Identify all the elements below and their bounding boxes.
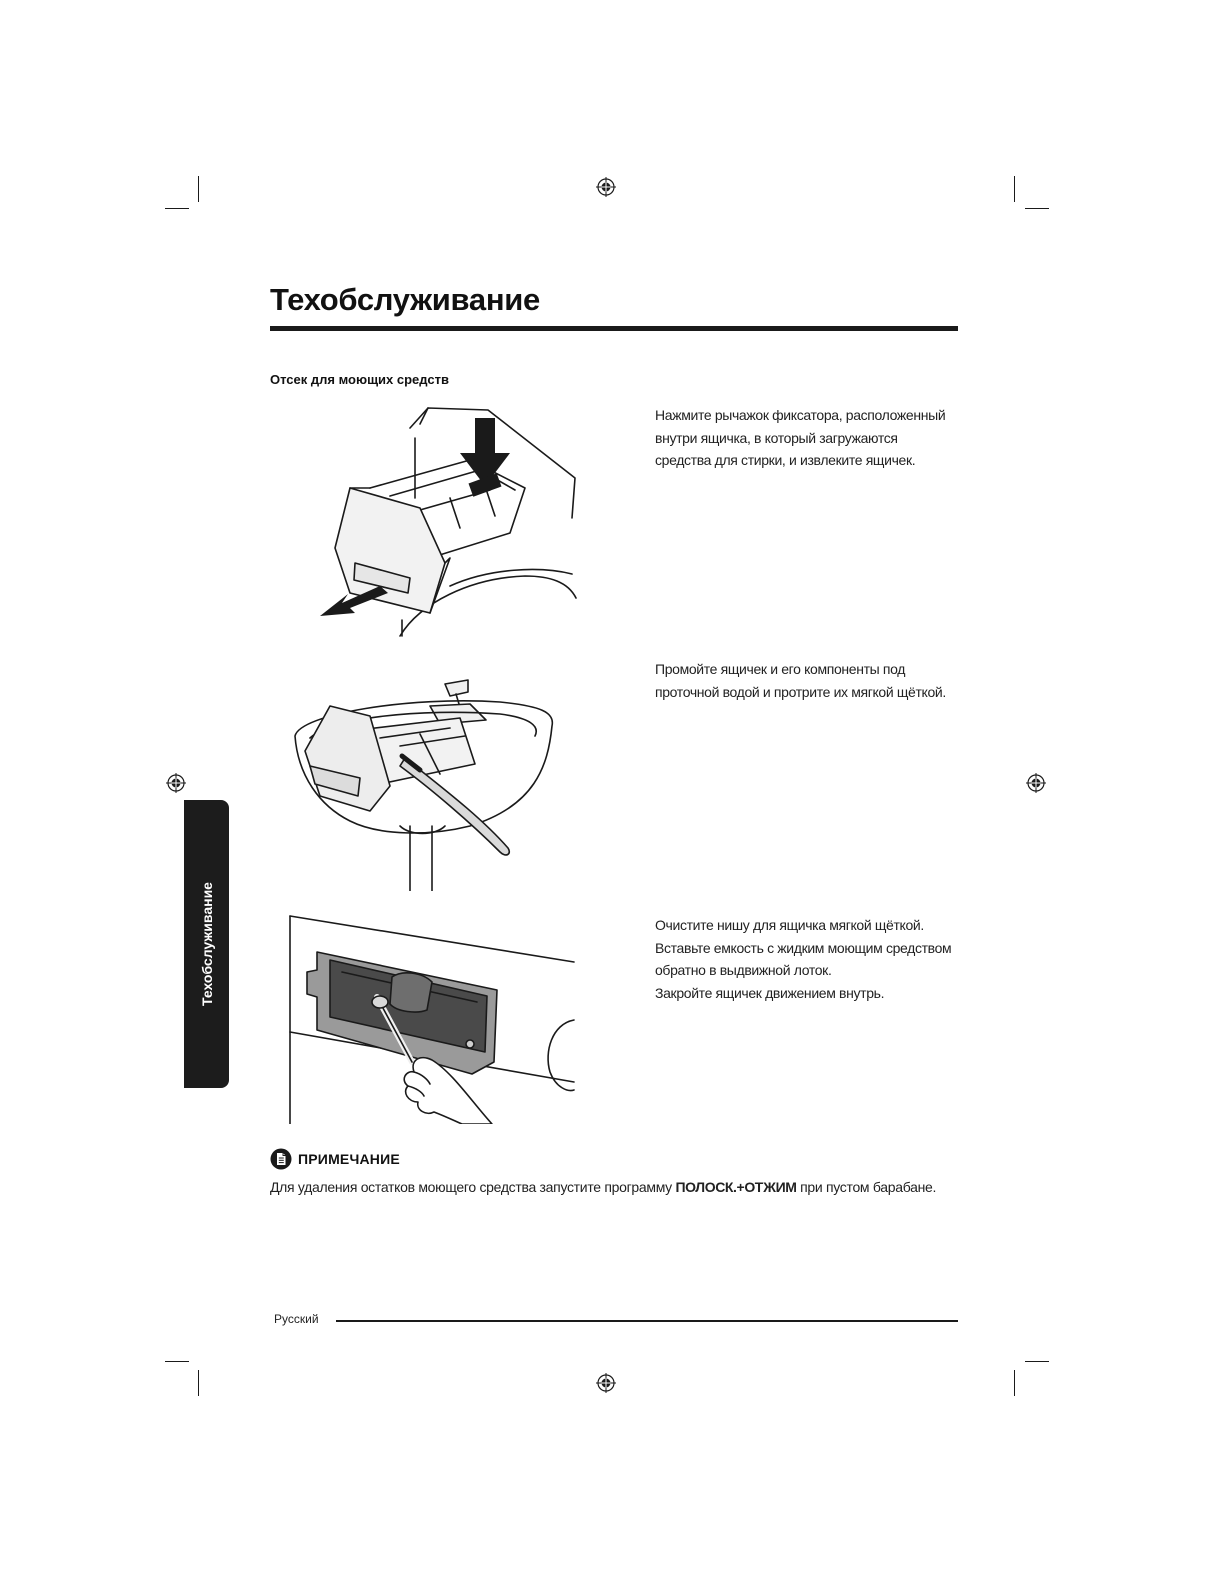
crop-mark-bottom-right-h <box>1025 1361 1049 1362</box>
footer-rule <box>336 1320 958 1322</box>
note-title: ПРИМЕЧАНИЕ <box>298 1151 400 1167</box>
crop-mark-bottom-left-h <box>165 1361 189 1362</box>
step-2-line: проточной водой и протрите их мягкой щёткой. <box>655 683 946 700</box>
step-1-line: внутри ящичка, в который загружаются <box>655 429 898 446</box>
side-tab <box>184 800 229 1088</box>
crop-mark-top-right-v <box>1014 176 1015 202</box>
note-text <box>270 1176 970 1198</box>
step-3-line: Очистите нишу для ящичка мягкой щёткой. <box>655 917 924 933</box>
registration-mark-icon <box>596 1373 616 1393</box>
registration-mark-icon <box>1026 773 1046 793</box>
step-2-line: Промойте ящичек и его компоненты под <box>655 661 906 677</box>
registration-mark-icon <box>166 773 186 793</box>
page-title: Техобслуживание <box>270 282 540 317</box>
step-1-line: средства для стирки, и извлеките ящичек. <box>655 452 916 468</box>
recess-cleaning-illustration <box>282 912 578 1124</box>
note-program-name: ПОЛОСК.+ОТЖИМ <box>675 1179 797 1195</box>
step-3-line: Закройте ящичек движением внутрь. <box>655 984 885 1001</box>
crop-mark-bottom-right-v <box>1014 1370 1015 1396</box>
crop-mark-top-left-h <box>165 208 189 209</box>
side-tab-label: Техобслуживание <box>198 882 215 1006</box>
step-3-text <box>655 914 965 1004</box>
section-heading: Отсек для моющих средств <box>270 372 449 387</box>
step-1-text <box>655 404 965 472</box>
registration-mark-icon <box>596 177 616 197</box>
step-2-text <box>655 658 965 703</box>
note-text-before: Для удаления остатков моющего средства запустите программу <box>270 1179 676 1195</box>
step-3-line: Вставьте емкость с жидким моющим средством <box>655 939 952 956</box>
step-3-line: обратно в выдвижной лоток. <box>655 962 832 978</box>
step-1-line: Нажмите рычажок фиксатора, расположенный <box>655 407 946 423</box>
footer-language: Русский <box>274 1312 319 1326</box>
drawer-removal-illustration <box>310 398 590 638</box>
crop-mark-top-right-h <box>1025 208 1049 209</box>
title-rule <box>270 326 958 331</box>
note-icon <box>270 1148 292 1170</box>
crop-mark-bottom-left-v <box>198 1370 199 1396</box>
note-header <box>270 1148 400 1170</box>
drawer-washing-illustration <box>290 676 560 891</box>
crop-mark-top-left-v <box>198 176 199 202</box>
note-text-after: при пустом барабане. <box>796 1179 937 1195</box>
